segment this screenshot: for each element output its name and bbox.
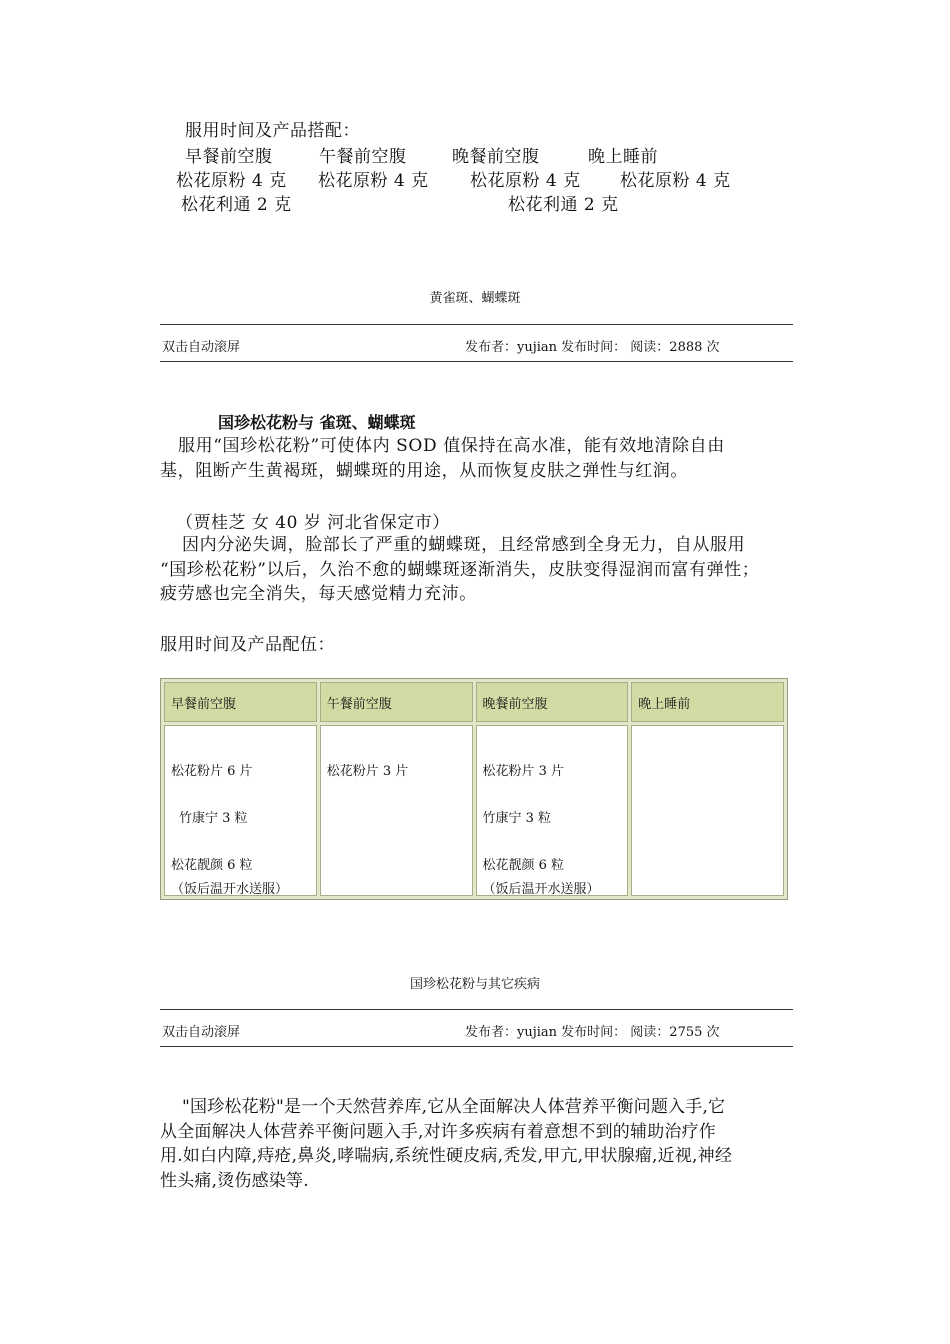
schedule-dinner-item: 竹康宁 3 粒 — [482, 811, 552, 826]
article2-body — [160, 1095, 800, 1193]
article1-intro-line2: 基，阻断产生黄褐斑，蝴蝶斑的用途，从而恢复皮肤之弹性与红润。 — [160, 460, 688, 481]
article1-title: 黄雀斑、蝴蝶斑 — [429, 291, 521, 306]
intro-dose-breakfast: 松花原粉 4 克 — [176, 171, 287, 191]
article2-meta: 发布者：yujian 发布时间： 阅读：2755 次 — [465, 1025, 720, 1040]
article2-body-line4: 性头痛,烫伤感染等. — [160, 1170, 309, 1191]
intro-time-bedtime: 晚上睡前 — [588, 147, 658, 167]
intro-dose-lunch: 松花原粉 4 克 — [318, 171, 429, 191]
schedule-header-bedtime: 晚上睡前 — [631, 682, 784, 722]
article1-case-line1: 因内分泌失调，脸部长了严重的蝴蝶斑，且经常感到全身无力，自从服用 — [182, 535, 746, 555]
schedule-breakfast-note: （饭后温开水送服） — [171, 882, 289, 897]
intro-extra-dinner: 松花利通 2 克 — [508, 195, 619, 215]
article2-meta-row — [162, 1021, 792, 1040]
schedule-body-row — [164, 725, 784, 896]
schedule-breakfast-item: 松花粉片 6 片 — [171, 764, 253, 779]
article2-body-line3: 用.如白内障,痔疮,鼻炎,哮喘病,系统性硬皮病,秃发,甲亢,甲状腺瘤,近视,神经 — [160, 1146, 733, 1166]
article1-meta-row — [162, 336, 792, 355]
schedule-breakfast-item: 松花靓颜 6 粒 — [171, 858, 253, 873]
intro-heading: 服用时间及产品搭配： — [185, 121, 360, 141]
schedule-dinner-item: 松花粉片 3 片 — [482, 764, 565, 779]
schedule-dinner-note: （饭后温开水送服） — [482, 882, 600, 897]
article2-title: 国珍松花粉与其它疾病 — [409, 977, 540, 992]
schedule-header-lunch: 午餐前空腹 — [320, 682, 473, 722]
intro-dose-bedtime: 松花原粉 4 克 — [620, 171, 731, 191]
intro-dose-dinner: 松花原粉 4 克 — [470, 171, 581, 191]
schedule-header-row — [164, 682, 784, 722]
schedule-cell-bedtime — [631, 725, 784, 896]
intro-time-breakfast: 早餐前空腹 — [185, 147, 273, 167]
article2-body-line2: 从全面解决人体营养平衡问题入手,对许多疾病有着意想不到的辅助治疗作 — [160, 1121, 717, 1142]
article1-subheading: 国珍松花粉与 雀斑、蝴蝶斑 — [218, 413, 416, 432]
schedule-lunch-item: 松花粉片 3 片 — [326, 764, 409, 779]
article1-case-line2: “国珍松花粉”以后，久治不愈的蝴蝶斑逐渐消失，皮肤变得湿润而富有弹性； — [160, 559, 760, 580]
schedule-cell-breakfast — [164, 725, 317, 896]
intro-time-dinner: 晚餐前空腹 — [452, 147, 540, 167]
article1-divider-top — [160, 324, 793, 325]
article1-schedule-heading: 服用时间及产品配伍： — [160, 635, 335, 655]
intro-time-lunch: 午餐前空腹 — [319, 147, 407, 167]
schedule-table — [160, 678, 788, 900]
article2-divider-top — [160, 1009, 793, 1010]
schedule-breakfast-item: 竹康宁 3 粒 — [179, 811, 248, 826]
article2-body-line1: "国珍松花粉"是一个天然营养库,它从全面解决人体营养平衡问题入手,它 — [182, 1097, 726, 1117]
article1-meta: 发布者：yujian 发布时间： 阅读：2888 次 — [465, 340, 720, 355]
article1-case-person: （贾桂芝 女 40 岁 河北省保定市） — [176, 513, 450, 533]
article1-intro-line1: 服用“国珍松花粉”可使体内 SOD 值保持在高水准，能有效地清除自由 — [178, 436, 725, 456]
schedule-dinner-item: 松花靓颜 6 粒 — [482, 858, 565, 873]
article1-case — [160, 533, 800, 607]
schedule-cell-lunch — [320, 725, 473, 896]
article2-divider-bottom — [160, 1046, 793, 1047]
article1-intro — [160, 434, 800, 483]
article2-scroll-label[interactable]: 双击自动滚屏 — [162, 1025, 241, 1040]
schedule-header-dinner: 晚餐前空腹 — [476, 682, 629, 722]
intro-extra-breakfast: 松花利通 2 克 — [181, 195, 292, 215]
article1-scroll-label[interactable]: 双击自动滚屏 — [162, 340, 241, 355]
article1-divider-bottom — [160, 361, 793, 362]
schedule-cell-dinner — [476, 725, 629, 896]
schedule-header-breakfast: 早餐前空腹 — [164, 682, 317, 722]
article1-case-line3: 疲劳感也完全消失，每天感觉精力充沛。 — [160, 584, 477, 604]
